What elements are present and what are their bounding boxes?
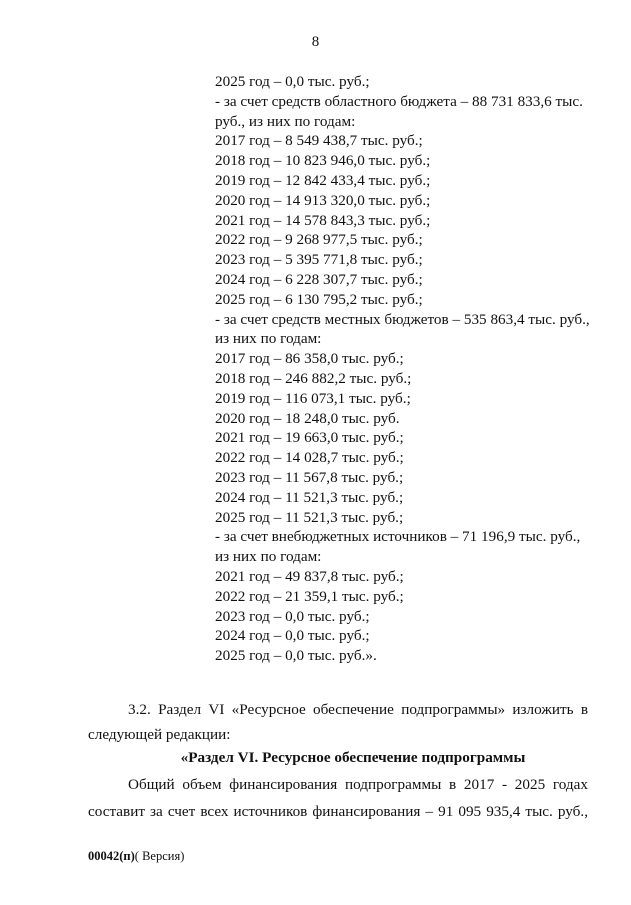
- list-line: 2022 год – 21 359,1 тыс. руб.;: [215, 587, 404, 605]
- paragraph-total-funding: Общий объем финансирования подпрограммы в 2017 - 2025 годах: [128, 776, 588, 793]
- list-line: 2024 год – 0,0 тыс. руб.;: [215, 627, 370, 645]
- list-line: 2018 год – 10 823 946,0 тыс. руб.;: [215, 152, 431, 170]
- list-line: 2020 год – 18 248,0 тыс. руб.: [215, 409, 400, 427]
- list-line: 2023 год – 0,0 тыс. руб.;: [215, 607, 370, 625]
- funding-list: [215, 72, 595, 666]
- list-line: 2021 год – 49 837,8 тыс. руб.;: [215, 567, 404, 585]
- list-line: 2025 год – 0,0 тыс. руб.».: [215, 647, 377, 665]
- list-line: 2019 год – 12 842 433,4 тыс. руб.;: [215, 171, 431, 189]
- list-line: 2018 год – 246 882,2 тыс. руб.;: [215, 369, 412, 387]
- list-line: 2025 год – 6 130 795,2 тыс. руб.;: [215, 290, 423, 308]
- list-line: 2022 год – 14 028,7 тыс. руб.;: [215, 449, 404, 467]
- list-line: 2022 год – 9 268 977,5 тыс. руб.;: [215, 231, 423, 249]
- list-line: руб., из них по годам:: [215, 112, 356, 130]
- list-line: 2019 год – 116 073,1 тыс. руб.;: [215, 389, 411, 407]
- section-heading: «Раздел VI. Ресурсное обеспечение подпрограммы: [180, 749, 526, 766]
- list-line: из них по годам:: [215, 330, 322, 348]
- list-line: 2025 год – 11 521,3 тыс. руб.;: [215, 508, 404, 526]
- paragraph-section-3-2: 3.2. Раздел VI «Ресурсное обеспечение подпрограммы» изложить в: [128, 701, 589, 718]
- list-line: - за счет средств местных бюджетов – 535 863,4 тыс. руб.,: [215, 310, 590, 328]
- paragraph-section-3-2-continued: следующей редакции:: [88, 726, 231, 743]
- list-line: 2023 год – 5 395 771,8 тыс. руб.;: [215, 251, 423, 269]
- list-line: из них по годам:: [215, 548, 322, 566]
- list-line: - за счет внебюджетных источников – 71 196,9 тыс. руб.,: [215, 528, 581, 546]
- list-line: 2020 год – 14 913 320,0 тыс. руб.;: [215, 191, 431, 209]
- list-line: 2024 год – 6 228 307,7 тыс. руб.;: [215, 270, 423, 288]
- list-line: 2023 год – 11 567,8 тыс. руб.;: [215, 468, 404, 486]
- paragraph-total-funding-continued: составит за счет всех источников финансирования – 91 095 935,4 тыс. руб.,: [88, 803, 588, 820]
- list-line: 2017 год – 86 358,0 тыс. руб.;: [215, 350, 404, 368]
- list-line: 2021 год – 14 578 843,3 тыс. руб.;: [215, 211, 431, 229]
- document-footer: [88, 849, 184, 864]
- list-line: 2025 год – 0,0 тыс. руб.;: [215, 73, 370, 90]
- list-line: 2017 год – 8 549 438,7 тыс. руб.;: [215, 132, 423, 150]
- list-line: 2021 год – 19 663,0 тыс. руб.;: [215, 429, 404, 447]
- footer-code: 00042(п): [88, 849, 135, 863]
- footer-version: ( Версия): [134, 849, 185, 863]
- page-number: 8: [311, 34, 320, 50]
- list-line: - за счет средств областного бюджета – 88 731 833,6 тыс.: [215, 92, 583, 110]
- list-line: 2024 год – 11 521,3 тыс. руб.;: [215, 488, 404, 506]
